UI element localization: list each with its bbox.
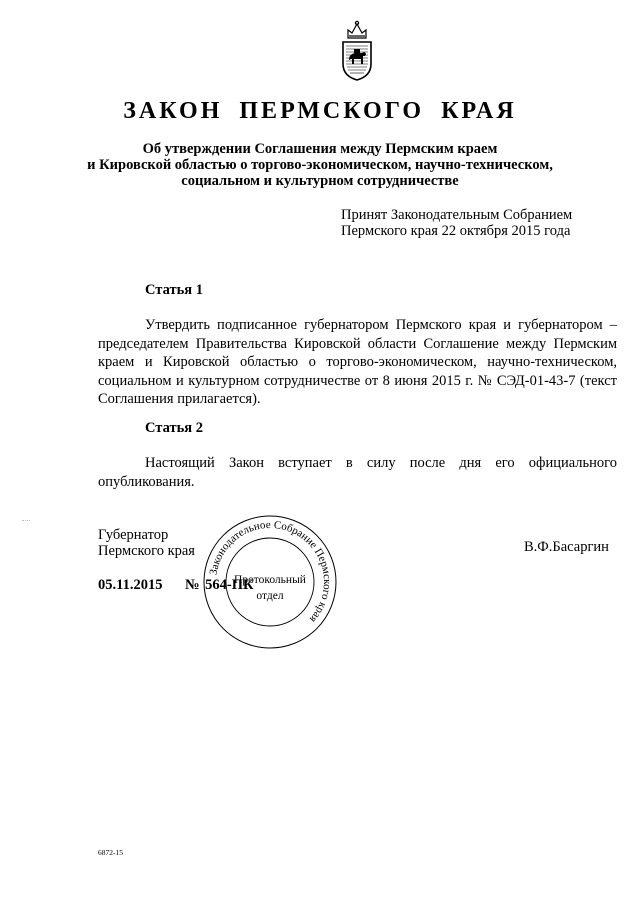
stamp-ring-text: Законодательное Собрание Пермского края <box>207 518 334 625</box>
law-number: № 564-ПК <box>184 577 254 593</box>
article-1-heading: Статья 1 <box>145 282 203 298</box>
coat-of-arms-emblem <box>338 18 376 82</box>
law-subject-line: Об утверждении Соглашения между Пермским краем <box>142 141 498 157</box>
stamp-center-line: Протокольный <box>234 574 306 586</box>
adoption-note-line: Принят Законодательным Собранием <box>341 207 573 223</box>
law-subject-line: и Кировской областью о торгово-экономическом, научно-техническом, <box>87 157 553 173</box>
scan-speck <box>22 520 30 522</box>
law-date: 05.11.2015 <box>98 577 163 593</box>
adoption-note <box>341 207 572 239</box>
law-subject-line: социальном и культурном сотрудничестве <box>181 173 459 189</box>
adoption-note-line: Пермского края 22 октября 2015 года <box>341 223 571 239</box>
stamp-center-line: отдел <box>256 590 284 602</box>
signatory-name: В.Ф.Басаргин <box>524 539 609 555</box>
svg-text:Законодательное Собрание Пермс <box>207 519 333 625</box>
law-subject <box>80 141 560 189</box>
footer-code: 6872-15 <box>98 848 123 857</box>
law-title: ЗАКОН ПЕРМСКОГО КРАЯ <box>123 98 517 124</box>
date-number <box>98 577 254 594</box>
article-2-text: Настоящий Закон вступает в силу после дня его официального опубликования. <box>98 455 617 490</box>
article-1-text: Утвердить подписанное губернатором Пермского края и губернатором – председателем Правительства Кировской области Соглашение между Пермским краем и Кировской областью о торгово-экономическом, научно-техническом, социальном и культурном сотрудничестве от 8 июня 2015 г. № СЭД-01-43-7 (текст Соглашения прилагается). <box>98 317 617 408</box>
article-2-heading: Статья 2 <box>145 420 203 436</box>
signatory-position <box>98 527 195 559</box>
signatory-position-line: Пермского края <box>98 543 195 559</box>
signatory-position-line: Губернатор <box>98 527 169 543</box>
